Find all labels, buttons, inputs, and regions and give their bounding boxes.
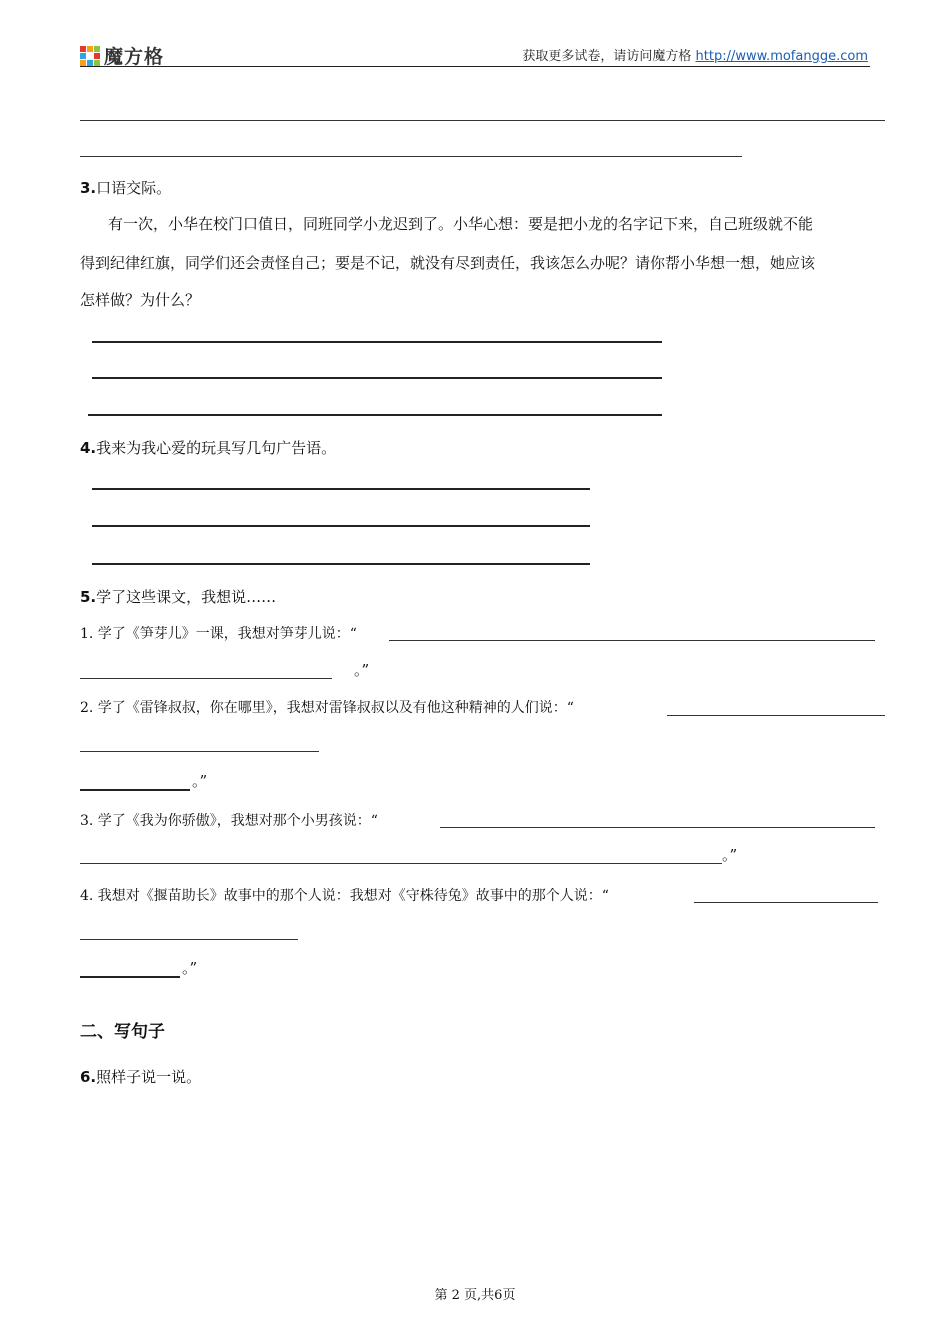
q4-answer-line-2[interactable]: [92, 525, 590, 527]
q5-item3-answer-line-2[interactable]: [80, 863, 722, 864]
q5-item1-close: 。”: [354, 661, 370, 679]
q3-paragraph-line3: 怎样做？为什么？: [80, 291, 201, 309]
q5-item2: 2. 学了《雷锋叔叔，你在哪里》，我想对雷锋叔叔以及有他这种精神的人们说：“: [80, 700, 574, 716]
q5-item4-close: 。”: [182, 959, 198, 977]
q5-item4: 4. 我想对《揠苗助长》故事中的那个人说：我想对《守株待兔》故事中的那个人说：“: [80, 888, 609, 904]
q5-item3-answer-line[interactable]: [440, 827, 875, 828]
answer-line[interactable]: [80, 156, 742, 157]
q5-title: 5.学了这些课文，我想说……: [80, 588, 277, 606]
q5-item1-answer-line[interactable]: [389, 640, 875, 641]
q5-item1: 1. 学了《笋芽儿》一课，我想对笋芽儿说：“: [80, 626, 357, 642]
promo-text: 获取更多试卷，请访问魔方格: [522, 49, 692, 64]
header-divider: [80, 66, 870, 67]
q4-answer-line-1[interactable]: [92, 488, 590, 490]
q5-item2-answer-line-3[interactable]: [80, 789, 190, 791]
q5-item4-answer-line[interactable]: [694, 902, 878, 903]
q3-paragraph-line2: 得到纪律红旗，同学们还会责怪自己；要是不记，就没有尽到责任，我该怎么办呢？请你帮小华想一想，她应该: [80, 254, 816, 272]
q5-item1-answer-line-2[interactable]: [80, 678, 332, 679]
page-number: 第 2 页,共6页: [434, 1288, 516, 1303]
q5-item3-close: 。”: [722, 846, 738, 864]
q5-item2-answer-line-2[interactable]: [80, 751, 319, 752]
answer-line[interactable]: [80, 120, 885, 121]
q4-answer-line-3[interactable]: [92, 563, 590, 565]
section-heading: 二、写句子: [80, 1022, 165, 1042]
q3-paragraph-line1: 有一次，小华在校门口值日，同班同学小龙迟到了。小华心想：要是把小龙的名字记下来，自己班级就不能: [108, 215, 814, 233]
q4-title: 4.我来为我心爱的玩具写几句广告语。: [80, 439, 337, 457]
logo-text: 魔方格: [104, 46, 165, 68]
logo: [80, 42, 164, 69]
q5-item4-answer-line-3[interactable]: [80, 976, 180, 978]
q5-item4-answer-line-2[interactable]: [80, 939, 298, 940]
q6-title: 6.照样子说一说。: [80, 1068, 202, 1086]
header-promo: [522, 45, 868, 64]
logo-mark-icon: [80, 46, 100, 66]
q5-item2-answer-line[interactable]: [667, 715, 885, 716]
q3-answer-line-2[interactable]: [92, 377, 662, 379]
q5-item3: 3. 学了《我为你骄傲》，我想对那个小男孩说：“: [80, 813, 378, 829]
q3-answer-line-1[interactable]: [92, 341, 662, 343]
q3-answer-line-3[interactable]: [88, 414, 662, 416]
q3-title: 3.口语交际。: [80, 179, 172, 197]
q5-item2-close: 。”: [192, 772, 208, 790]
site-link[interactable]: http://www.mofangge.com: [695, 49, 868, 64]
